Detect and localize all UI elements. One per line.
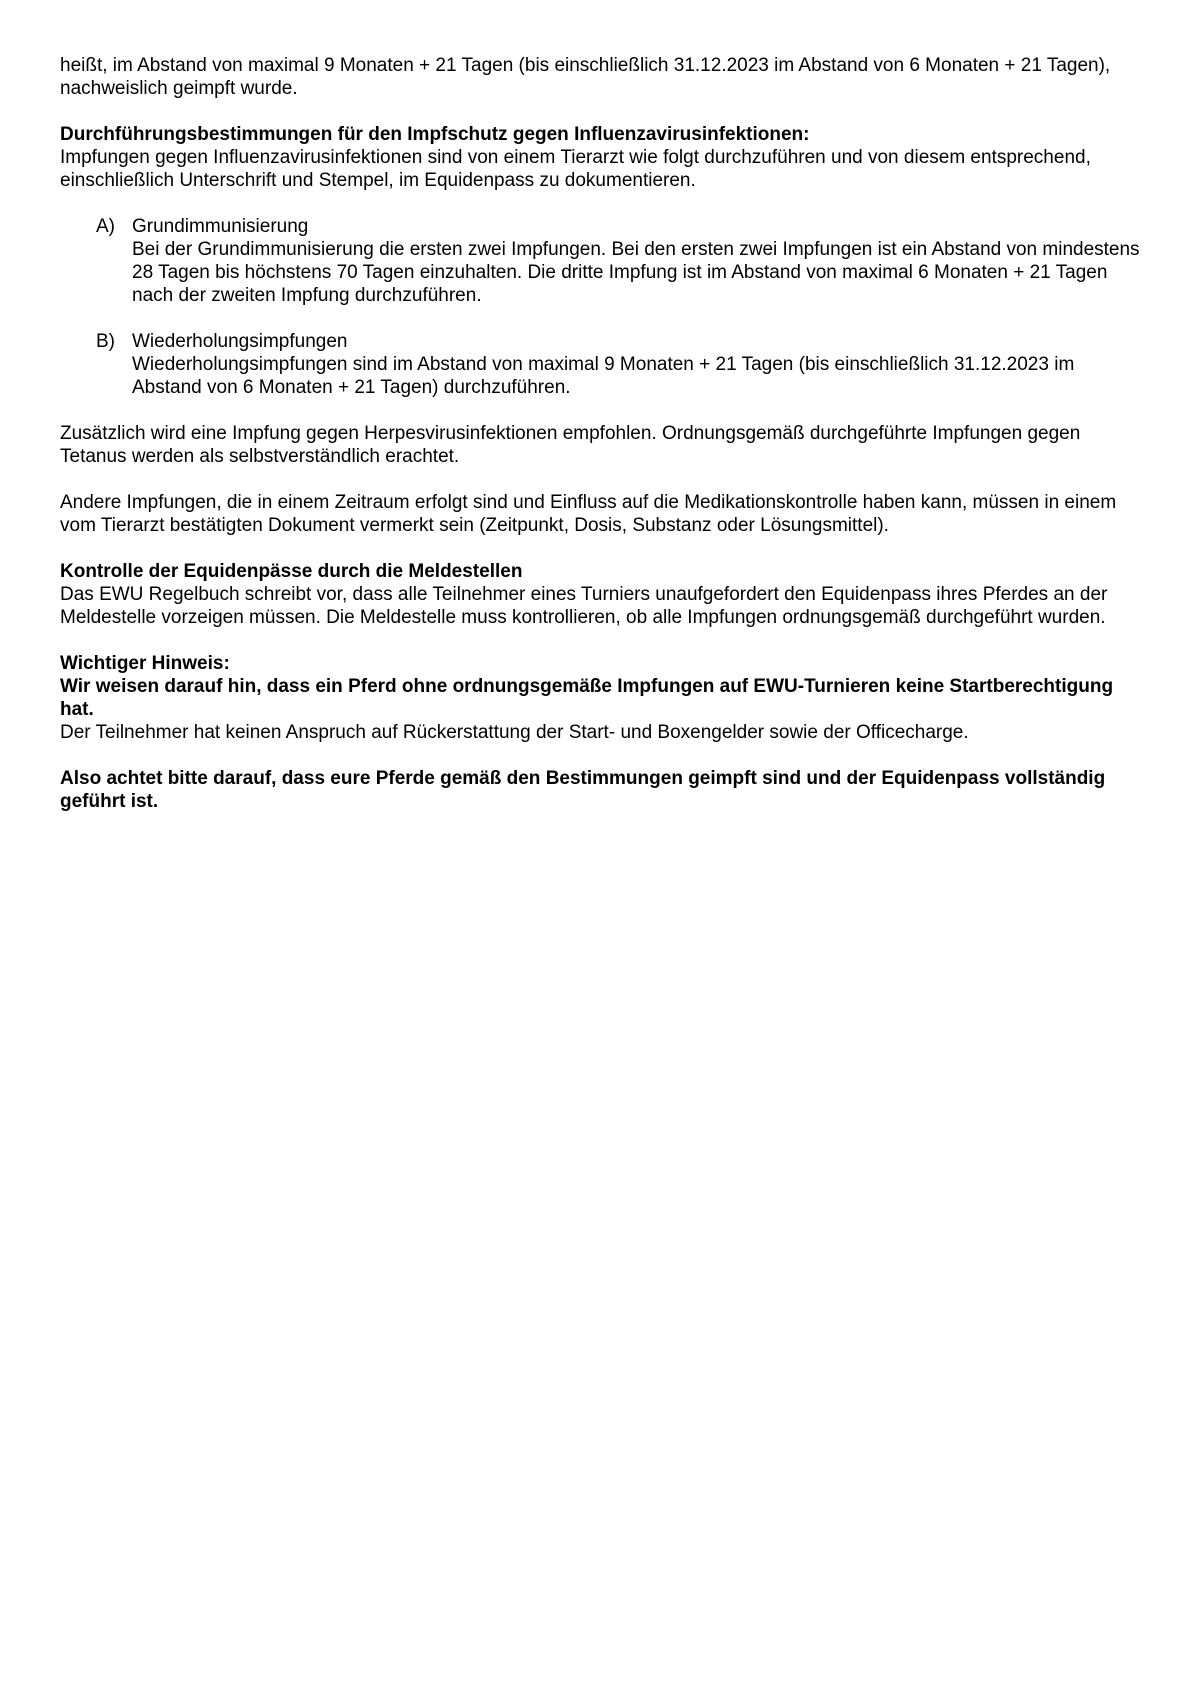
- intro-continuation: heißt, im Abstand von maximal 9 Monaten + 21 Tagen (bis einschließlich 31.12.2023 im Abstand von 6 Monaten + 21 Tagen), nachweislich geimpft wurde.: [60, 55, 1111, 99]
- control-text: Das EWU Regelbuch schreibt vor, dass alle Teilnehmer eines Turniers unaufgefordert den Equidenpass ihres Pferdes an der Meldestelle vorzeigen müssen. Die Meldestelle muss kontrollieren, ob alle Impfungen ordnungsgemäß durchgeführt wurden.: [60, 584, 1108, 628]
- list-item-grundimmunisierung: [60, 215, 1140, 307]
- list-item-text: Wiederholungsimpfungen sind im Abstand von maximal 9 Monaten + 21 Tagen (bis einschließlich 31.12.2023 im Abstand von 6 Monaten + 21 Tagen) durchzuführen.: [132, 354, 1075, 398]
- notice-bold-text: Wir weisen darauf hin, dass ein Pferd ohne ordnungsgemäße Impfungen auf EWU-Turnieren keine Startberechtigung hat.: [60, 676, 1114, 720]
- notice-heading: Wichtiger Hinweis:: [60, 653, 230, 674]
- list-item-title: Grundimmunisierung: [132, 216, 309, 237]
- influenza-heading: Durchführungsbestimmungen für den Impfschutz gegen Influenzavirusinfektionen:: [60, 124, 810, 145]
- influenza-section: [60, 123, 1140, 399]
- herpes-paragraph: Zusätzlich wird eine Impfung gegen Herpesvirusinfektionen empfohlen. Ordnungsgemäß durchgeführte Impfungen gegen Tetanus werden als selbstverständlich erachtet.: [60, 423, 1081, 467]
- list-item-body: [132, 330, 1140, 399]
- list-marker: A): [96, 216, 115, 237]
- other-vaccinations-paragraph: Andere Impfungen, die in einem Zeitraum erfolgt sind und Einfluss auf die Medikationskontrolle haben kann, müssen in einem vom Tierarzt bestätigten Dokument vermerkt sein (Zeitpunkt, Dosis, Substanz oder Lösungsmittel).: [60, 492, 1117, 536]
- control-heading: Kontrolle der Equidenpässe durch die Meldestellen: [60, 561, 523, 582]
- list-item-body: [132, 215, 1140, 307]
- influenza-list: [60, 215, 1140, 399]
- document-page: [60, 54, 1140, 813]
- closing-paragraph: Also achtet bitte darauf, dass eure Pferde gemäß den Bestimmungen geimpft sind und der Equidenpass vollständig geführt ist.: [60, 768, 1106, 812]
- list-item-text: Bei der Grundimmunisierung die ersten zwei Impfungen. Bei den ersten zwei Impfungen ist ein Abstand von mindestens 28 Tagen bis höchstens 70 Tagen einzuhalten. Die dritte Impfung ist im Abstand von maximal 6 Monaten + 21 Tagen nach der zweiten Impfung durchzuführen.: [132, 239, 1140, 306]
- list-marker: B): [96, 331, 115, 352]
- notice-section: [60, 652, 1140, 744]
- list-item-wiederholungsimpfungen: [60, 330, 1140, 399]
- control-section: [60, 560, 1140, 629]
- list-item-title: Wiederholungsimpfungen: [132, 331, 348, 352]
- influenza-text: Impfungen gegen Influenzavirusinfektionen sind von einem Tierarzt wie folgt durchzuführen und von diesem entsprechend, einschließlich Unterschrift und Stempel, im Equidenpass zu dokumentieren.: [60, 147, 1091, 191]
- notice-text: Der Teilnehmer hat keinen Anspruch auf Rückerstattung der Start- und Boxengelder sowie der Officecharge.: [60, 722, 969, 743]
